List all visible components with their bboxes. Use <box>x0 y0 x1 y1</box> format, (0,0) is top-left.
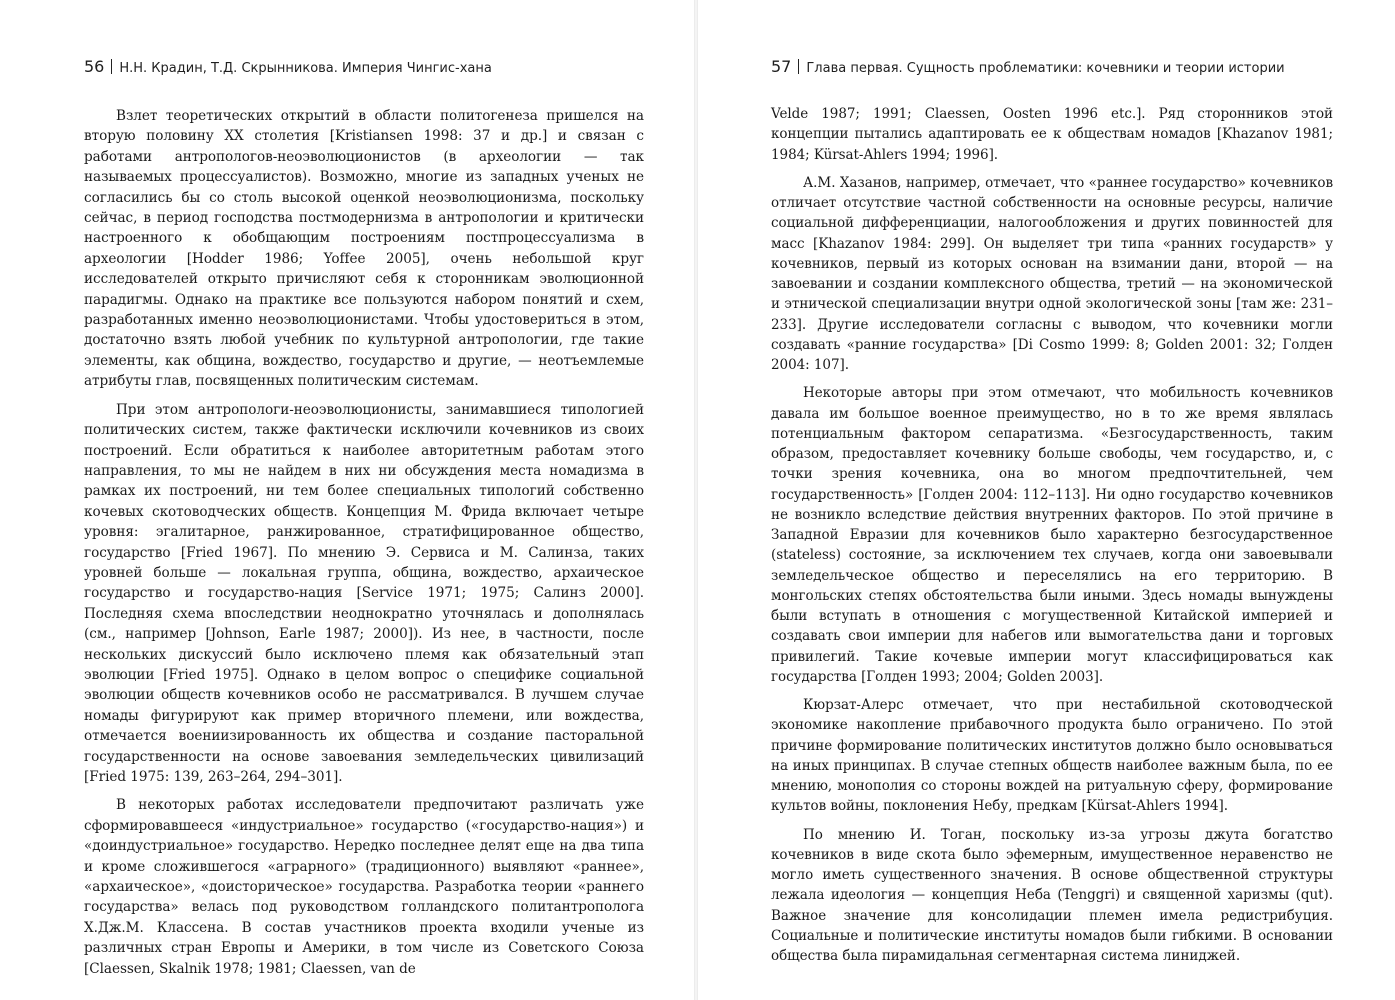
folio-separator <box>798 59 799 74</box>
running-head-right <box>771 57 1285 76</box>
paragraph: Некоторые авторы при этом отмечают, что мобильность кочевников давала им большое военное преимущество, но в то же время являлась потенциальным фактором сепаратизма. «Безгосударственность, таким образом, предоставляет кочевнику больше свободы, чем государство, и, с точки зрения кочевника, она во многом предпочтительней, чем государственность» [Голден 2004: 112–113]. Ни одно государство кочевников не возникло вследствие действия внутренних факторов. По этой причине в Западной Евразии для кочевников было характерно безгосударственное (stateless) состояние, за исключением тех случаев, когда они завоевывали земледельческое общество и переселялись на его территорию. В монгольских степях обстоятельства были иными. Здесь номады вынуждены были вступать в отношения с могущественной Китайской империей и создавать свои империи для набегов или вымогательства дани и торговых привилегий. Такие кочевые империи могут классифицироваться как государства [Голден 1993; 2004; Golden 2003]. <box>771 385 1333 685</box>
paragraph: По мнению И. Тоган, поскольку из-за угрозы джута богатство кочевников в виде скота было эфемерным, имущественное неравенство не могло иметь существенного значения. В основе общественной структуры лежала идеология — концепция Неба (Tenggri) и священной харизмы (qut). Важное значение для консолидации племен имела редистрибуция. Социальные и политические институты номадов были гибкими. В основании общества была пирамидальная сегментарная система линиджей. <box>771 826 1333 964</box>
paragraph: Взлет теоретических открытий в области политогенеза пришелся на вторую половину XX столетия [Kristiansen 1998: 37 и др.] и связан с работами антропологов-неоэволюционистов (в археологии — так называемых процессуалистов). Возможно, многие из западных ученых не согласились бы со столь высокой оценкой неоэволюционизма, поскольку сейчас, в период господства постмодернизма в антропологии и критически настроенного к обобщающим построениям постпроцессуализма в археологии [Hodder 1986; Yoffee 2005], очень небольшой круг исследователей открыто причисляют себя к сторонникам эволюционной парадигмы. Однако на практике все пользуются набором понятий и схем, разработанных именно неоэволюционистами. Чтобы удостовериться в этом, достаточно взять любой учебник по культурной антропологии, где такие элементы, как община, вождество, государство и другие, — неотъемлемые атрибуты глав, посвященных политическим системам. <box>84 108 644 390</box>
paragraph: А.М. Хазанов, например, отмечает, что «раннее государство» кочевников отличает отсутствие частной собственности на основные ресурсы, наличие социальной дифференциации, налогообложения и других повинностей для масс [Khazanov 1984: 299]. Он выделяет три типа «ранних государств» у кочевников, первый из которых основан на взимании дани, второй — на завоевании и создании комплексного общества, третий — на экономической и этнической специализации внутри одной экологической зоны [там же: 231–233]. Другие исследователи согласны с выводом, что кочевники могли создавать «ранние государства» [Di Cosmo 1999: 8; Golden 2001: 32; Голден 2004: 107]. <box>771 174 1333 373</box>
running-head-text: Глава первая. Сущность проблематики: кочевники и теории истории <box>806 61 1285 76</box>
folio-separator <box>111 59 112 74</box>
paragraph: В некоторых работах исследователи предпочитают различать уже сформировавшееся «индустриальное» государство («государство-нация») и «доиндустриальное» государство. Нередко последнее делят еще на два типа и кроме сложившегося «аграрного» (традиционного) выявляют «раннее», «архаическое», «доисторическое» государства. Разработка теории «раннего государства» велась под руководством голландского политантрополога Х.Дж.М. Классена. В состав участников проекта входили ученые из различных стран Европы и Америки, в том числе из Советского Союза [Claessen, Skalnik 1978; 1981; Claessen, van de <box>84 797 644 977</box>
left-page <box>0 0 697 1000</box>
right-page <box>697 0 1395 1000</box>
page-number: 57 <box>771 57 792 76</box>
page-number: 56 <box>84 57 105 76</box>
continued-paragraph: Velde 1987; 1991; Claessen, Oosten 1996 etc.]. Ряд сторонников этой концепции пытались адаптировать ее к обществам номадов [Khazanov 1981; 1984; Kürsat-Ahlers 1994; 1996]. <box>771 106 1333 163</box>
paragraph: При этом антропологи-неоэволюционисты, занимавшиеся типологией политических систем, также фактически исключили кочевников из своих построений. Если обратиться к наиболее авторитетным работам этого направления, то мы не найдем в них ни обсуждения места номадизма в рамках их построений, ни тем более специальных типологий собственно кочевых скотоводческих обществ. Концепция М. Фрида включает четыре уровня: эгалитарное, ранжированное, стратифицированное общество, государство [Fried 1967]. По мнению Э. Сервиса и М. Салинза, таких уровней больше — локальная группа, община, вождество, архаическое государство и государство-нация [Service 1971; 1975; Салинз 2000]. Последняя схема впоследствии неоднократно уточнялась и дополнялась (см., например [Johnson, Earle 1987; 2000]). Из нее, в частности, после нескольких дискуссий было исключено племя как обязательный этап эволюции [Fried 1975]. Однако в целом вопрос о специфике социальной эволюции обществ кочевников особо не рассматривался. В лучшем случае номады фигурируют как пример вторичного племени, или вождества, отмечается воениизированность их общества и создание пасторальной государственности на основе завоевания земледельческих цивилизаций [Fried 1975: 139, 263–264, 294–301]. <box>84 401 644 785</box>
text-column-left <box>84 106 644 987</box>
paragraph: Кюрзат-Алерс отмечает, что при нестабильной скотоводческой экономике накопление прибавочного продукта было ограничено. По этой причине формирование политических институтов должно было основываться на иных принципах. В случае степных обществ наиболее важным была, по ее мнению, монополия со стороны вождей на ритуальную сферу, формирование культов войны, поклонения Небу, предкам [Kürsat-Ahlers 1994]. <box>771 697 1333 815</box>
text-column-right <box>771 104 1333 974</box>
running-head-left <box>84 57 492 76</box>
running-head-text: Н.Н. Крадин, Т.Д. Скрынникова. Империя Чингис-хана <box>119 61 492 76</box>
